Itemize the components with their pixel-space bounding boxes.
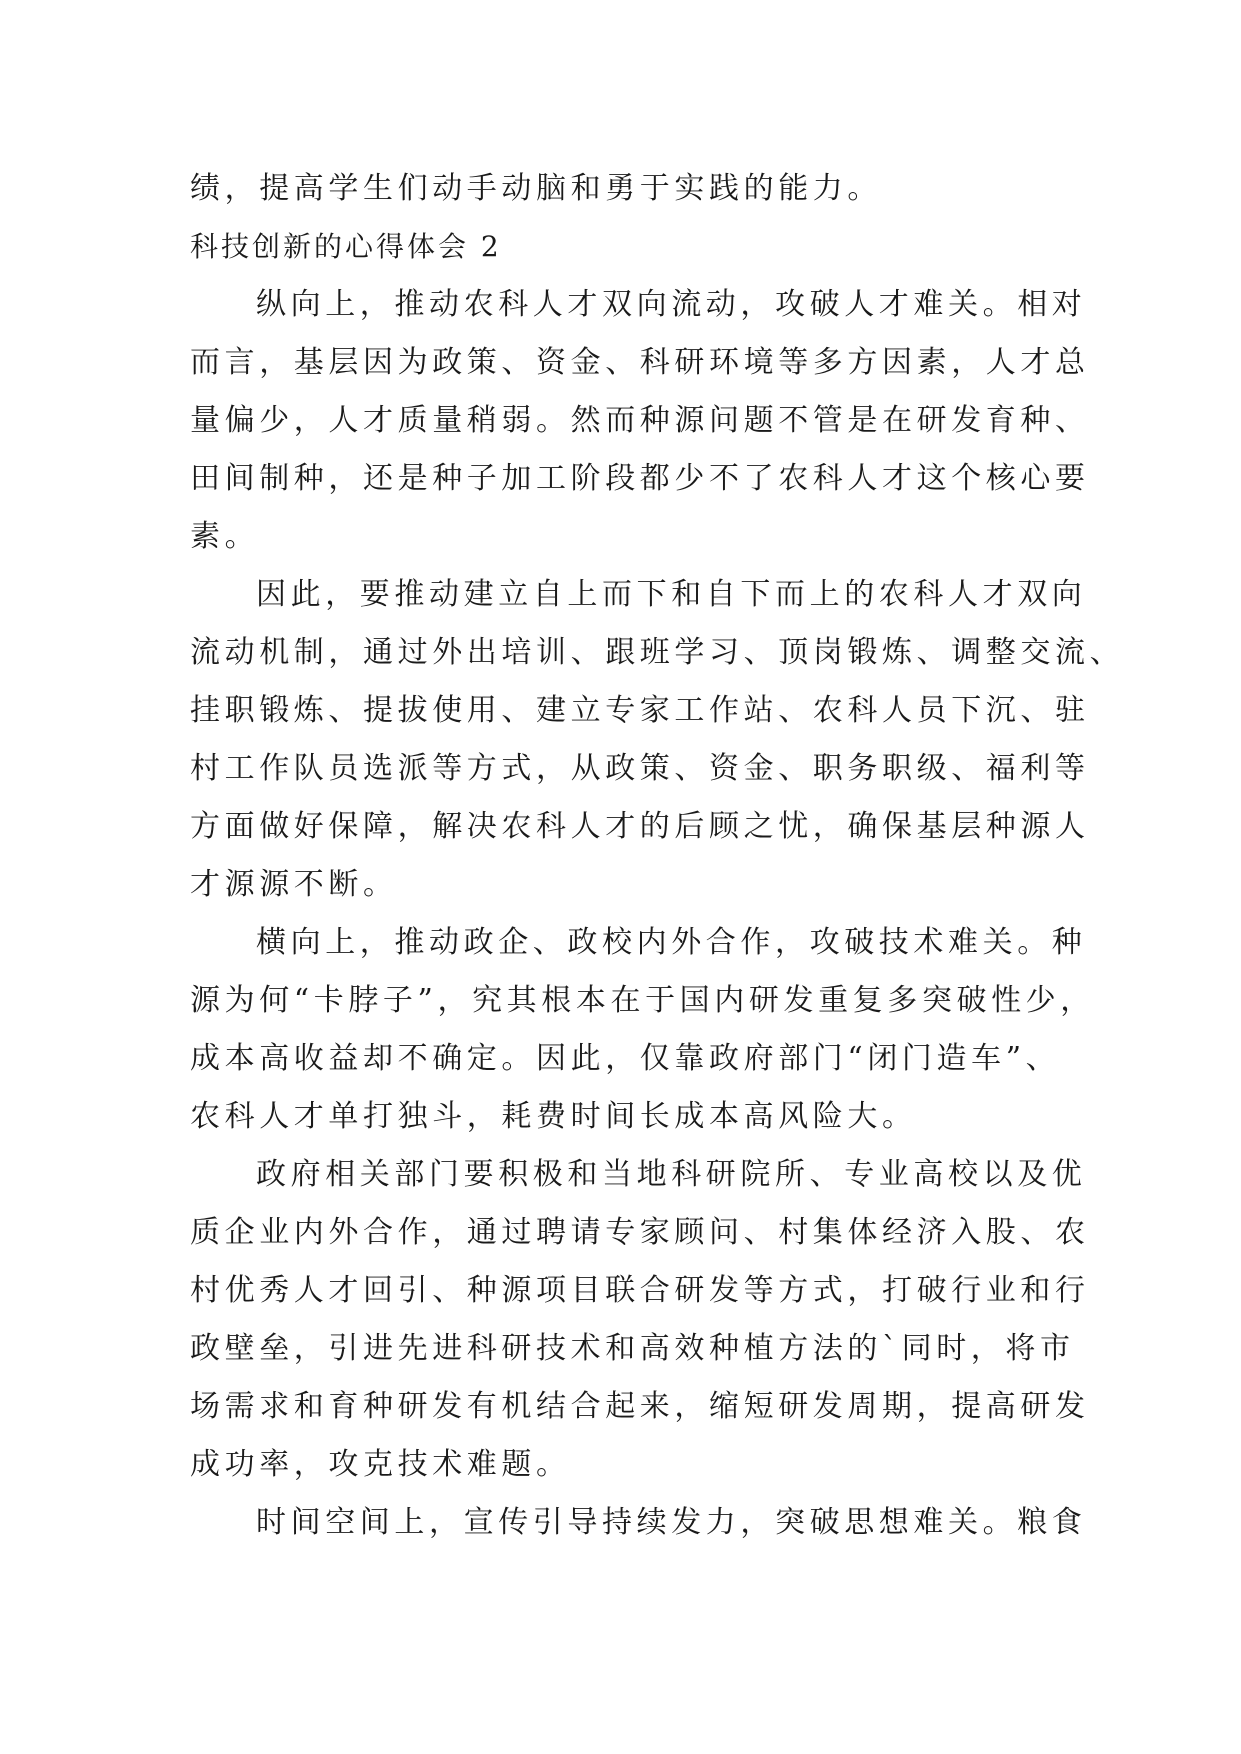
text-line-17: 农科人才单打独斗，耗费时间长成本高风险大。 [190,1099,917,1134]
text-line-24: 时间空间上，宣传引导持续发力，突破思想难关。粮食 [256,1505,1087,1540]
text-line-1: 绩，提高学生们动手动脑和勇于实践的能力。 [190,171,882,206]
text-line-23: 成功率，攻克技术难题。 [190,1447,571,1482]
text-line-4: 而言，基层因为政策、资金、科研环境等多方因素，人才总 [190,345,1090,380]
text-line-22: 场需求和育种研发有机结合起来，缩短研发周期，提高研发 [190,1389,1090,1424]
text-line-8: 因此，要推动建立自上而下和自下而上的农科人才双向 [256,577,1087,612]
text-line-19: 质企业内外合作，通过聘请专家顾问、村集体经济入股、农 [190,1215,1090,1250]
text-line-10: 挂职锻炼、提拔使用、建立专家工作站、农科人员下沉、驻 [190,693,1090,728]
section-heading: 科技创新的心得体会 2 [190,230,502,263]
text-line-3: 纵向上，推动农科人才双向流动，攻破人才难关。相对 [256,287,1087,322]
text-line-21: 政壁垒，引进先进科研技术和高效种植方法的`同时，将市 [190,1331,1075,1366]
text-line-18: 政府相关部门要积极和当地科研院所、专业高校以及优 [256,1157,1087,1192]
text-line-5: 量偏少，人才质量稍弱。然而种源问题不管是在研发育种、 [190,403,1090,438]
text-line-15: 源为何“卡脖子”，究其根本在于国内研发重复多突破性少， [190,983,1095,1018]
text-line-9: 流动机制，通过外出培训、跟班学习、顶岗锻炼、调整交流、 [190,635,1125,670]
document-page [190,160,1125,1552]
text-line-12: 方面做好保障，解决农科人才的后顾之忧，确保基层种源人 [190,809,1090,844]
text-line-6: 田间制种，还是种子加工阶段都少不了农科人才这个核心要 [190,461,1090,496]
text-line-20: 村优秀人才回引、种源项目联合研发等方式，打破行业和行 [190,1273,1090,1308]
text-line-11: 村工作队员选派等方式，从政策、资金、职务职级、福利等 [190,751,1090,786]
text-line-14: 横向上，推动政企、政校内外合作，攻破技术难关。种 [256,925,1087,960]
text-line-7: 素。 [190,519,260,554]
text-line-13: 才源源不断。 [190,867,398,902]
text-line-16: 成本高收益却不确定。因此，仅靠政府部门“闭门造车”、 [190,1041,1061,1076]
